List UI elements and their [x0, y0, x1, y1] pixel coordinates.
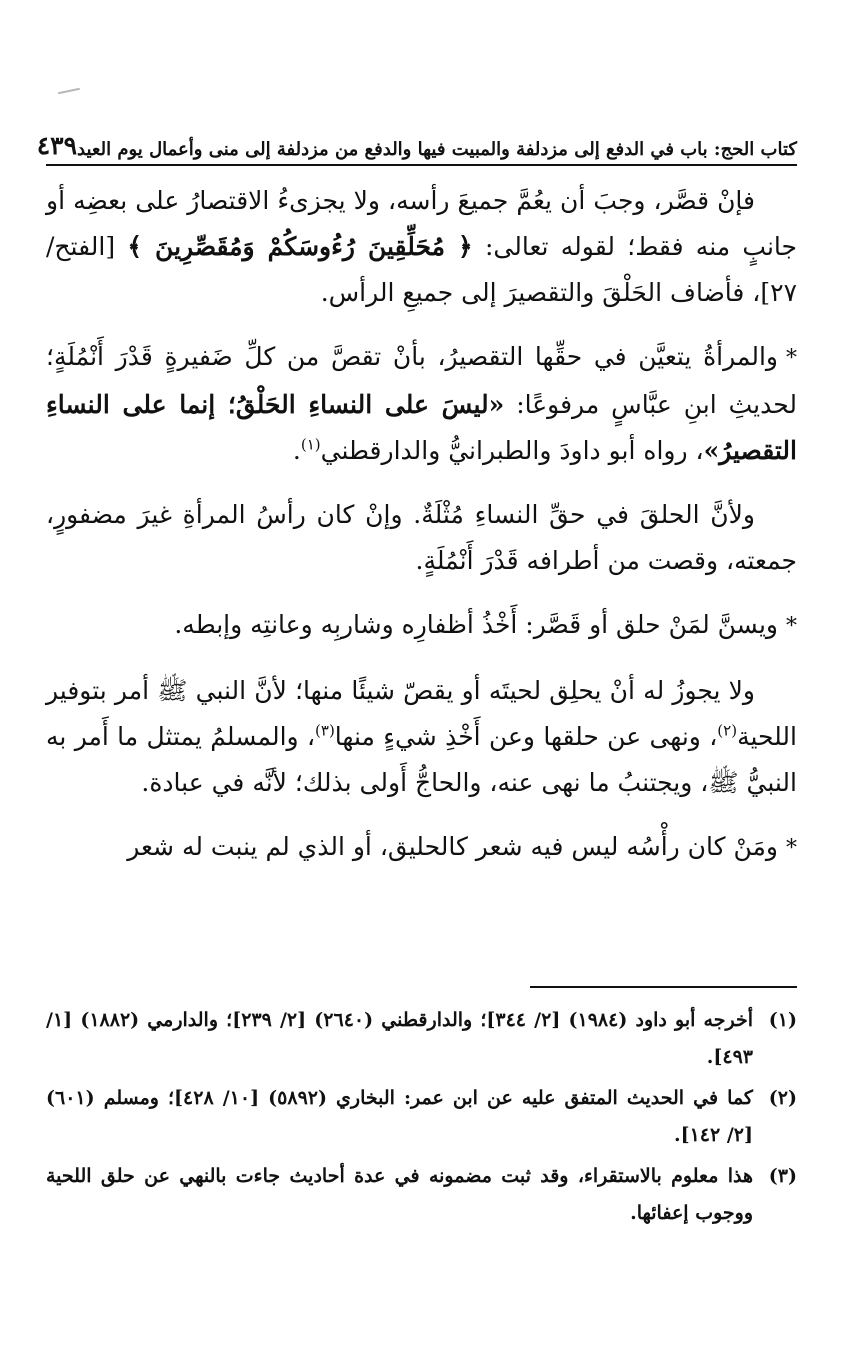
footnote-text: كما في الحديث المتفق عليه عن ابن عمر: البخاري (٥٨٩٢) [١٠/ ٤٢٨]؛ ومسلم (٦٠١) [٢/ ١٤٢]. — [46, 1087, 753, 1146]
page-header — [36, 122, 797, 166]
p5-text-a: ولا يجوزُ له أنْ يحلِق لحيتَه أو يقصّ شيئًا منها؛ لأنَّ النبي ﷺ أمر بتوفير اللحية — [46, 676, 797, 751]
footnote-text: أخرجه أبو داود (١٩٨٤) [٢/ ٣٤٤]؛ والدارقطني (٢٦٤٠) [٢/ ٢٣٩]؛ والدارمي (١٨٨٢) [١/ ٤٩٣]. — [46, 1009, 753, 1068]
running-title: كتاب الحج: باب في الدفع إلى مزدلفة والمبيت فيها والدفع من مزدلفة إلى منى وأعمال يوم العيد — [77, 139, 797, 160]
paragraph-2 — [46, 334, 797, 474]
footnote-number: (١) — [768, 1009, 797, 1031]
paragraph-3 — [46, 492, 797, 584]
p4-text: ويسنَّ لمَنْ حلق أو قَصَّر: أَخْذُ أظفارِه وشاربِه وعانتِه وإبطه. — [174, 610, 778, 639]
star-bullet: * — [786, 614, 797, 639]
p5-text-c: ، والمسلمُ يمتثل ما أَمر به النبيُّ ﷺ، ويجتنبُ ما نهى عنه، والحاجُّ أَولى بذلك؛ لأنَّه في عبادة. — [46, 722, 797, 797]
footnote-ref-3[interactable]: (٣) — [315, 721, 335, 740]
scan-speck — [58, 88, 80, 95]
p2-after: ، رواه أبو داودَ والطبرانيُّ والدارقطني — [320, 436, 704, 465]
paragraph-1 — [46, 178, 797, 316]
paragraph-5 — [46, 668, 797, 806]
paragraph-4 — [46, 602, 797, 650]
page-number: ٤٣٩ — [36, 131, 78, 160]
p2-text: والمرأةُ يتعيَّن في حقِّها التقصيرُ، بأنْ تقصَّ من كلِّ ضَفيرةٍ قَدْرَ أَنْمُلَةٍ؛ لحديثِ ابنِ عبَّاسٍ مرفوعًا: — [46, 342, 797, 419]
footnote-3 — [46, 1158, 797, 1232]
star-bullet: * — [786, 346, 797, 371]
footnote-number: (٣) — [768, 1165, 797, 1187]
footnote-number: (٢) — [768, 1087, 797, 1109]
p1-text: فإنْ قصَّر، وجبَ أن يعُمَّ جميعَ رأسه، ولا يجزىءُ الاقتصارُ على بعضِه أو جانبٍ منه فقط؛ لقوله تعالى: — [46, 186, 798, 261]
p5-text-b: ، ونهى عن حلقها وعن أَخْذِ شيءٍ منها — [334, 722, 718, 751]
paragraph-6 — [46, 824, 797, 872]
footnote-1 — [46, 1002, 797, 1076]
p2-end: . — [292, 436, 301, 465]
main-text — [46, 178, 797, 890]
p6-text: ومَنْ كان رأْسُه ليس فيه شعر كالحليق، أو الذي لم ينبت له شعر — [127, 832, 778, 861]
footnote-text: هذا معلوم بالاستقراء، وقد ثبت مضمونه في عدة أحاديث جاءت بالنهي عن حلق اللحية ووجوب إعفائها. — [46, 1165, 753, 1224]
quran-verse: ﴿ مُحَلِّقِينَ رُءُوسَكُمْ وَمُقَصِّرِينَ ﴾ — [127, 232, 473, 261]
hadith-quote: «ليسَ على النساءِ الحَلْقُ؛ إنما على النساءِ التقصيرُ» — [46, 390, 797, 465]
p3-text: ولأنَّ الحلقَ في حقِّ النساءِ مُثْلَةٌ. وإنْ كان رأسُ المرأةِ غيرَ مضفورٍ، جمعته، وقصت من أطرافه قَدْرَ أَنْمُلَةٍ. — [46, 500, 797, 575]
footnotes — [46, 1002, 797, 1236]
footnote-separator — [530, 986, 797, 988]
star-bullet: * — [786, 836, 797, 861]
p1-after: [الفتح/ ٢٧]، فأضاف الحَلْقَ والتقصيرَ إلى جميعِ الرأس. — [46, 232, 797, 307]
footnote-ref-1[interactable]: (١) — [300, 435, 321, 454]
footnote-2 — [46, 1080, 797, 1154]
footnote-ref-2[interactable]: (٢) — [717, 721, 738, 740]
